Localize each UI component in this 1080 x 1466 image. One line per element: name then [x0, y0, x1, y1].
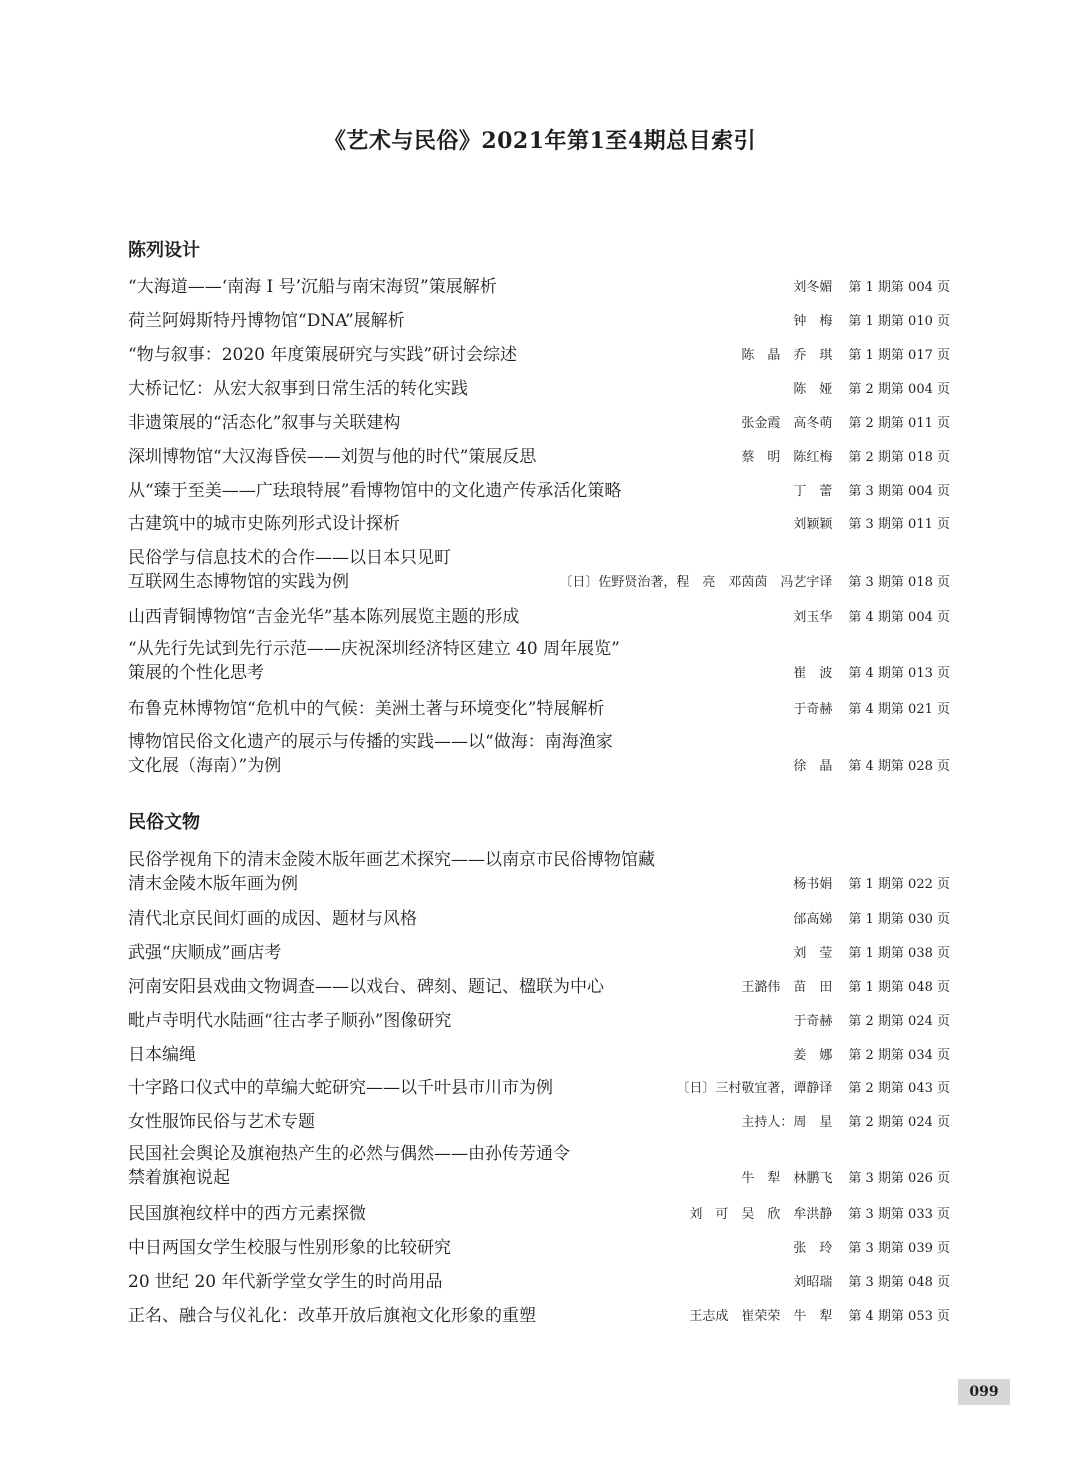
entry-title-line: 武强“庆顺成”画店考 — [128, 943, 282, 963]
entry-title-line: 女性服饰民俗与艺术专题 — [128, 1112, 315, 1132]
entry-title-line: “大海道——‘南海 I 号’沉船与南宋海贸”策展解析 — [128, 277, 497, 297]
entry-author: 陈 晶 乔 琪 — [741, 348, 833, 363]
entry-meta — [793, 910, 950, 930]
entry-meta — [741, 1113, 950, 1133]
entry-author: 刘颖颖 — [793, 517, 833, 532]
entry-meta — [793, 380, 950, 400]
entry-title-line: 古建筑中的城市史陈列形式设计探析 — [128, 514, 400, 534]
entry-issue-page: 第 3 期第 018 页 — [848, 575, 950, 590]
entry-title — [128, 1142, 718, 1190]
entry-author: 张金霞 高冬萌 — [741, 416, 833, 431]
entry-title — [128, 1304, 718, 1328]
entry-title — [128, 1110, 718, 1134]
entry-title — [128, 1076, 718, 1100]
index-entry — [128, 1202, 950, 1226]
index-entry — [128, 1076, 950, 1100]
entry-title-line: 山西青铜博物馆“吉金光华”基本陈列展览主题的形成 — [128, 607, 520, 627]
entry-issue-page: 第 3 期第 026 页 — [848, 1171, 950, 1186]
entry-title-line: 民俗学与信息技术的合作——以日本只见町 — [128, 548, 451, 568]
entry-meta — [793, 1273, 950, 1293]
entry-title — [128, 275, 718, 299]
index-entry — [128, 479, 950, 503]
entry-meta — [793, 1046, 950, 1066]
entry-title — [128, 907, 718, 931]
index-entry — [128, 941, 950, 965]
entry-title — [128, 1270, 718, 1294]
index-entry — [128, 1142, 950, 1190]
entry-issue-page: 第 1 期第 038 页 — [848, 946, 950, 961]
entry-meta — [741, 346, 950, 366]
entry-title-line: 中日两国女学生校服与性别形象的比较研究 — [128, 1238, 451, 1258]
page-title: 《艺术与民俗》2021年第1至4期总目索引 — [323, 128, 757, 154]
entry-title-line: 十字路口仪式中的草编大蛇研究——以千叶县市川市为例 — [128, 1078, 553, 1098]
entry-title-line: 民国社会舆论及旗袍热产生的必然与偶然——由孙传芳通令 — [128, 1144, 570, 1164]
entry-issue-page: 第 4 期第 053 页 — [848, 1309, 950, 1324]
entry-author: 王志成 崔荣荣 牛 犁 — [689, 1309, 833, 1324]
entry-title-line: 正名、融合与仪礼化：改革开放后旗袍文化形象的重塑 — [128, 1306, 536, 1326]
entry-meta — [689, 1205, 950, 1225]
entry-title-line: 日本编绳 — [128, 1045, 196, 1065]
entry-author: 丁 蕾 — [793, 484, 833, 499]
entry-meta — [793, 608, 950, 628]
entry-title — [128, 637, 718, 685]
entry-meta — [793, 875, 950, 895]
entry-issue-page: 第 4 期第 028 页 — [848, 759, 950, 774]
entry-title — [128, 697, 718, 721]
entry-meta — [793, 312, 950, 332]
entry-title-line: 清末金陵木版年画为例 — [128, 874, 298, 894]
entry-title-line: “物与叙事：2020 年度策展研究与实践”研讨会综述 — [128, 345, 518, 365]
index-entry — [128, 1270, 950, 1294]
entry-title — [128, 1043, 718, 1067]
entry-author: 姜 娜 — [793, 1048, 833, 1063]
index-entry — [128, 697, 950, 721]
entry-title — [128, 377, 718, 401]
index-entry — [128, 275, 950, 299]
entry-title-line: 河南安阳县戏曲文物调查——以戏台、碑刻、题记、楹联为中心 — [128, 977, 604, 997]
entry-title-line: 从“臻于至美——广珐琅特展”看博物馆中的文化遗产传承活化策略 — [128, 481, 622, 501]
entry-meta — [676, 1079, 950, 1099]
entry-meta — [793, 1239, 950, 1259]
index-entry — [128, 637, 950, 685]
entry-issue-page: 第 3 期第 033 页 — [848, 1207, 950, 1222]
entry-meta — [689, 1307, 950, 1327]
index-entry — [128, 309, 950, 333]
entry-author: 崔 波 — [793, 666, 833, 681]
index-entry — [128, 975, 950, 999]
entry-title — [128, 512, 718, 536]
entry-title — [128, 975, 718, 999]
entry-title-line: 大桥记忆：从宏大叙事到日常生活的转化实践 — [128, 379, 468, 399]
index-entry — [128, 907, 950, 931]
entry-author: 邰高娣 — [793, 912, 833, 927]
entry-issue-page: 第 3 期第 011 页 — [848, 517, 950, 532]
index-entry — [128, 1110, 950, 1134]
entry-title-line: 毗卢寺明代水陆画“往古孝子顺孙”图像研究 — [128, 1011, 452, 1031]
entry-meta — [793, 482, 950, 502]
entry-meta — [793, 757, 950, 777]
entry-title-line: 民国旗袍纹样中的西方元素探微 — [128, 1204, 366, 1224]
entry-author: 张 玲 — [793, 1241, 833, 1256]
entry-title-line: 荷兰阿姆斯特丹博物馆“DNA”展解析 — [128, 311, 405, 331]
index-entry — [128, 546, 950, 594]
entry-title — [128, 445, 718, 469]
index-entry — [128, 848, 950, 896]
entry-meta — [741, 448, 950, 468]
entry-title-line: 布鲁克林博物馆“危机中的气候：美洲土著与环境变化”特展解析 — [128, 699, 605, 719]
entry-title-line: 20 世纪 20 年代新学堂女学生的时尚用品 — [128, 1272, 443, 1292]
entry-author: 刘 可 吴 欣 牟洪静 — [689, 1207, 833, 1222]
entry-meta — [741, 414, 950, 434]
entry-title — [128, 479, 718, 503]
entry-title — [128, 941, 718, 965]
entry-author: 刘冬媚 — [793, 280, 833, 295]
entry-title — [128, 309, 718, 333]
entry-title-line: 清代北京民间灯画的成因、题材与风格 — [128, 909, 417, 929]
index-entry — [128, 1009, 950, 1033]
index-entry — [128, 730, 950, 778]
entry-author: 杨书娟 — [793, 877, 833, 892]
entry-issue-page: 第 4 期第 013 页 — [848, 666, 950, 681]
entry-issue-page: 第 1 期第 022 页 — [848, 877, 950, 892]
entry-author: 于奇赫 — [793, 1014, 833, 1029]
entry-title — [128, 848, 718, 896]
entry-issue-page: 第 2 期第 011 页 — [848, 416, 950, 431]
section-heading: 陈列设计 — [128, 240, 200, 261]
entry-meta — [793, 664, 950, 684]
section-heading: 民俗文物 — [128, 812, 200, 833]
entry-issue-page: 第 2 期第 004 页 — [848, 382, 950, 397]
entry-issue-page: 第 2 期第 018 页 — [848, 450, 950, 465]
entry-meta — [793, 944, 950, 964]
entry-issue-page: 第 4 期第 021 页 — [848, 702, 950, 717]
entry-issue-page: 第 4 期第 004 页 — [848, 610, 950, 625]
entry-meta — [741, 1169, 950, 1189]
entry-title — [128, 411, 718, 435]
entry-author: 蔡 明 陈红梅 — [741, 450, 833, 465]
entry-title — [128, 605, 718, 629]
entry-issue-page: 第 3 期第 048 页 — [848, 1275, 950, 1290]
entry-title-line: 互联网生态博物馆的实践为例 — [128, 572, 349, 592]
entry-author: 钟 梅 — [793, 314, 833, 329]
entry-title-line: 博物馆民俗文化遗产的展示与传播的实践——以“做海：南海渔家 — [128, 732, 613, 752]
entry-author: 牛 犁 林鹏飞 — [741, 1171, 833, 1186]
index-entry — [128, 343, 950, 367]
index-entry — [128, 605, 950, 629]
index-entry — [128, 411, 950, 435]
entry-meta — [793, 1012, 950, 1032]
page-number: 099 — [958, 1379, 1010, 1405]
entry-author: 刘玉华 — [793, 610, 833, 625]
entry-meta — [793, 278, 950, 298]
entry-author: 徐 晶 — [793, 759, 833, 774]
entry-title-line: 策展的个性化思考 — [128, 663, 264, 683]
entry-meta — [793, 515, 950, 535]
entry-author: 陈 娅 — [793, 382, 833, 397]
entry-title — [128, 1009, 718, 1033]
index-entry — [128, 1304, 950, 1328]
entry-issue-page: 第 1 期第 030 页 — [848, 912, 950, 927]
index-entry — [128, 1043, 950, 1067]
entry-issue-page: 第 3 期第 039 页 — [848, 1241, 950, 1256]
entry-issue-page: 第 2 期第 034 页 — [848, 1048, 950, 1063]
entry-author: 主持人：周 星 — [741, 1115, 833, 1130]
entry-issue-page: 第 2 期第 024 页 — [848, 1115, 950, 1130]
entry-title — [128, 1236, 718, 1260]
entry-meta — [741, 978, 950, 998]
entry-issue-page: 第 2 期第 043 页 — [848, 1081, 950, 1096]
entry-title-line: 非遗策展的“活态化”叙事与关联建构 — [128, 413, 401, 433]
entry-author: 王潞伟 苗 田 — [741, 980, 833, 995]
entry-meta — [793, 700, 950, 720]
index-entry — [128, 445, 950, 469]
entry-title-line: “从先行先试到先行示范——庆祝深圳经济特区建立 40 周年展览” — [128, 639, 620, 659]
entry-title — [128, 730, 718, 778]
entry-title-line: 深圳博物馆“大汉海昏侯——刘贺与他的时代”策展反思 — [128, 447, 537, 467]
index-entry — [128, 512, 950, 536]
entry-author: 〔日〕三村敬宜著，谭静译 — [676, 1081, 833, 1096]
entry-title-line: 民俗学视角下的清末金陵木版年画艺术探究——以南京市民俗博物馆藏 — [128, 850, 655, 870]
entry-issue-page: 第 3 期第 004 页 — [848, 484, 950, 499]
entry-issue-page: 第 1 期第 048 页 — [848, 980, 950, 995]
index-entry — [128, 1236, 950, 1260]
entry-author: 刘昭瑞 — [793, 1275, 833, 1290]
entry-author: 〔日〕佐野贤治著，程 亮 邓茵茵 冯艺宇译 — [559, 575, 833, 590]
entry-title — [128, 1202, 718, 1226]
index-entry — [128, 377, 950, 401]
entry-issue-page: 第 1 期第 017 页 — [848, 348, 950, 363]
entry-title-line: 文化展（海南）”为例 — [128, 756, 282, 776]
entry-issue-page: 第 1 期第 004 页 — [848, 280, 950, 295]
entry-title — [128, 343, 718, 367]
entry-issue-page: 第 1 期第 010 页 — [848, 314, 950, 329]
entry-issue-page: 第 2 期第 024 页 — [848, 1014, 950, 1029]
entry-title-line: 禁着旗袍说起 — [128, 1168, 230, 1188]
entry-author: 于奇赫 — [793, 702, 833, 717]
entry-author: 刘 莹 — [793, 946, 833, 961]
entry-meta — [559, 573, 950, 593]
